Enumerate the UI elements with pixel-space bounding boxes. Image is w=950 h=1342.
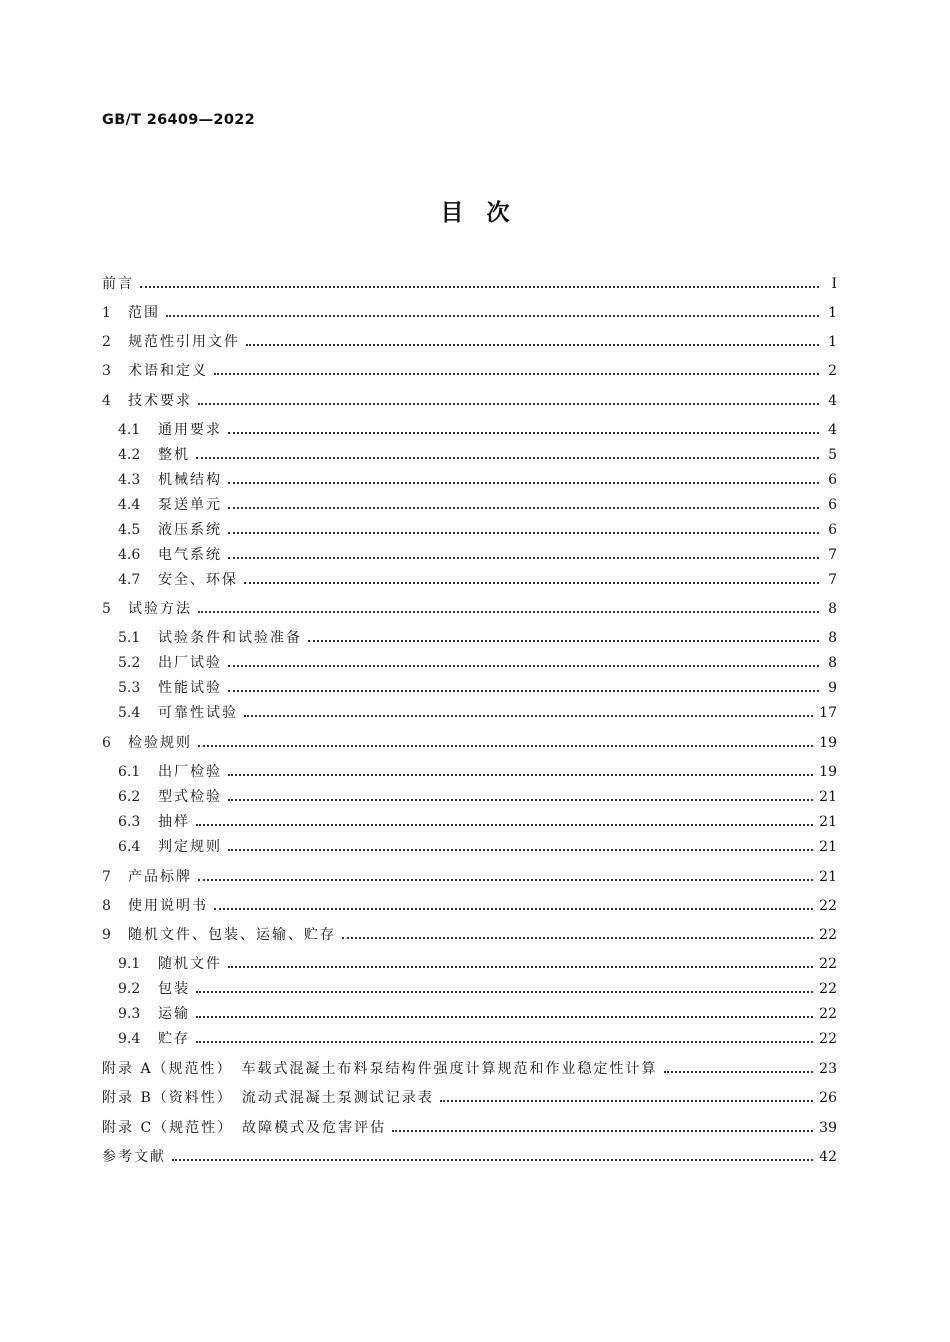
toc-entry-page: 6 [828, 472, 837, 488]
toc-entry-label: 安全、环保 [158, 572, 238, 588]
toc-entry-page: 8 [828, 655, 837, 671]
toc-entry-number: 6.4 [118, 839, 141, 855]
toc-entry-page: 8 [828, 630, 837, 646]
toc-entry[interactable] [102, 390, 837, 412]
toc-entry-number: 6 [102, 735, 111, 751]
toc-entry-label: 性能试验 [158, 680, 222, 696]
toc-entry[interactable] [118, 419, 837, 441]
toc-entry-number: 4.6 [118, 547, 141, 563]
toc-entry-number: 3 [102, 363, 111, 379]
toc-entry-label: 技术要求 [128, 393, 192, 409]
toc-entry-page: 42 [819, 1149, 837, 1165]
toc-entry-page: 22 [819, 1031, 837, 1047]
toc-entry[interactable] [102, 732, 837, 754]
toc-entry-page: 4 [828, 393, 837, 409]
toc-entry-page: 22 [819, 981, 837, 997]
dot-leader [228, 690, 819, 692]
toc-entry[interactable] [118, 652, 837, 674]
toc-entry-page: 21 [819, 839, 837, 855]
toc-entry[interactable] [118, 544, 837, 566]
toc-entry-number: 1 [102, 305, 111, 321]
toc-entry-number: 6.3 [118, 814, 141, 830]
toc-entry-number: 8 [102, 898, 111, 914]
toc-entry-label: 出厂检验 [158, 764, 222, 780]
dot-leader [244, 715, 813, 717]
toc-entry-label: 参考文献 [102, 1149, 166, 1165]
toc-entry-label: 附录 B（资料性） 流动式混凝土泵测试记录表 [102, 1090, 434, 1106]
toc-entry-page: 22 [819, 1006, 837, 1022]
toc-entry-label: 贮存 [158, 1031, 190, 1047]
toc-entry-number: 5.2 [118, 655, 141, 671]
toc-entry[interactable] [118, 1028, 837, 1050]
toc-entry-label: 判定规则 [158, 839, 222, 855]
toc-entry[interactable] [102, 273, 837, 295]
toc-entry-number: 4.4 [118, 497, 141, 513]
toc-entry-label: 出厂试验 [158, 655, 222, 671]
toc-entry-number: 4.7 [118, 572, 141, 588]
toc-entry-label: 通用要求 [158, 422, 222, 438]
toc-entry-label: 包装 [158, 981, 190, 997]
dot-leader [196, 457, 819, 459]
toc-entry-number: 5.3 [118, 680, 141, 696]
toc-entry[interactable] [102, 1058, 837, 1080]
dot-leader [228, 507, 819, 509]
toc-entry-page: 7 [828, 547, 837, 563]
toc-entry-page: 19 [819, 764, 837, 780]
toc-entry-page: 6 [828, 497, 837, 513]
toc-entry-number: 9 [102, 927, 111, 943]
toc-entry-number: 7 [102, 869, 111, 885]
toc-entry-number: 6.2 [118, 789, 141, 805]
dot-leader [196, 824, 813, 826]
dot-leader [228, 557, 819, 559]
dot-leader [392, 1130, 813, 1132]
dot-leader [196, 1016, 813, 1018]
toc-entry-number: 4.2 [118, 447, 141, 463]
toc-entry-page: 1 [828, 334, 837, 350]
toc-entry[interactable] [118, 677, 837, 699]
toc-entry[interactable] [102, 1117, 837, 1139]
toc-entry-label: 泵送单元 [158, 497, 222, 513]
page-title: 目 次 [440, 199, 510, 226]
toc-entry[interactable] [118, 761, 837, 783]
dot-leader [228, 665, 819, 667]
dot-leader [196, 1041, 813, 1043]
toc-entry-page: 5 [828, 447, 837, 463]
toc-entry[interactable] [102, 866, 837, 888]
dot-leader [244, 582, 819, 584]
dot-leader [228, 966, 813, 968]
toc-entry-page: 22 [819, 927, 837, 943]
toc-entry-page: Ⅰ [831, 276, 837, 292]
standard-code: GB/T 26409—2022 [102, 112, 255, 128]
toc-entry-page: 2 [828, 363, 837, 379]
toc-entry-page: 4 [828, 422, 837, 438]
toc-entry[interactable] [118, 627, 837, 649]
dot-leader [228, 849, 813, 851]
toc-entry[interactable] [102, 924, 837, 946]
dot-leader [342, 937, 813, 939]
toc-entry-number: 5.4 [118, 705, 141, 721]
toc-entry-label: 产品标牌 [128, 869, 192, 885]
toc-entry-label: 随机文件、包装、运输、贮存 [128, 927, 336, 943]
dot-leader [228, 432, 819, 434]
toc-entry-label: 抽样 [158, 814, 190, 830]
toc-entry-page: 17 [819, 705, 837, 721]
dot-leader [198, 879, 813, 881]
toc-entry[interactable] [118, 569, 837, 591]
toc-entry-page: 7 [828, 572, 837, 588]
dot-leader [246, 344, 819, 346]
toc-entry-label: 检验规则 [128, 735, 192, 751]
dot-leader [228, 774, 813, 776]
toc-entry-number: 4 [102, 393, 111, 409]
toc-entry-number: 9.2 [118, 981, 141, 997]
toc-entry-label: 运输 [158, 1006, 190, 1022]
toc-entry-number: 6.1 [118, 764, 141, 780]
toc-entry-page: 26 [819, 1090, 837, 1106]
toc-entry-page: 9 [828, 680, 837, 696]
toc-entry-number: 5.1 [118, 630, 141, 646]
toc-entry[interactable] [118, 444, 837, 466]
toc-entry[interactable] [102, 331, 837, 353]
toc-entry-label: 机械结构 [158, 472, 222, 488]
toc-entry-number: 4.3 [118, 472, 141, 488]
toc-entry[interactable] [118, 469, 837, 491]
dot-leader [228, 799, 813, 801]
dot-leader [196, 991, 813, 993]
toc-entry-label: 随机文件 [158, 956, 222, 972]
toc-entry-label: 型式检验 [158, 789, 222, 805]
toc-entry-label: 规范性引用文件 [128, 334, 240, 350]
toc-entry-label: 整机 [158, 447, 190, 463]
toc-entry-label: 前言 [102, 276, 134, 292]
toc-entry-label: 附录 A（规范性） 车载式混凝土布料泵结构件强度计算规范和作业稳定性计算 [102, 1061, 658, 1077]
toc-entry[interactable] [102, 1087, 837, 1109]
toc-entry[interactable] [102, 598, 837, 620]
toc-entry-page: 22 [819, 898, 837, 914]
dot-leader [228, 532, 819, 534]
toc-entry-label: 试验条件和试验准备 [158, 630, 302, 646]
toc-entry[interactable] [118, 519, 837, 541]
toc-entry[interactable] [102, 1146, 837, 1168]
toc-entry-number: 9.1 [118, 956, 141, 972]
dot-leader [198, 611, 819, 613]
toc-entry-label: 附录 C（规范性） 故障模式及危害评估 [102, 1120, 387, 1136]
toc-entry-number: 2 [102, 334, 111, 350]
toc-entry[interactable] [118, 978, 837, 1000]
toc-entry-page: 19 [819, 735, 837, 751]
toc-entry-page: 8 [828, 601, 837, 617]
toc-entry-label: 电气系统 [158, 547, 222, 563]
toc-entry-number: 4.5 [118, 522, 141, 538]
toc-entry-page: 6 [828, 522, 837, 538]
toc-entry[interactable] [118, 811, 837, 833]
toc-entry-page: 1 [828, 305, 837, 321]
toc-entry-label: 使用说明书 [128, 898, 208, 914]
toc-entry-label: 术语和定义 [128, 363, 208, 379]
toc-entry-page: 21 [819, 869, 837, 885]
toc-entry-page: 23 [819, 1061, 837, 1077]
dot-leader [664, 1071, 814, 1073]
dot-leader [228, 482, 819, 484]
dot-leader [198, 403, 819, 405]
toc-entry-number: 5 [102, 601, 111, 617]
toc-entry-page: 22 [819, 956, 837, 972]
toc-entry-label: 范围 [128, 305, 160, 321]
toc-entry[interactable] [118, 953, 837, 975]
toc-entry-label: 试验方法 [128, 601, 192, 617]
toc-entry[interactable] [118, 786, 837, 808]
toc-entry-page: 21 [819, 789, 837, 805]
toc-entry-number: 9.3 [118, 1006, 141, 1022]
dot-leader [172, 1159, 813, 1161]
toc-entry[interactable] [102, 895, 837, 917]
toc-entry-label: 可靠性试验 [158, 705, 238, 721]
toc-entry-page: 39 [819, 1120, 837, 1136]
dot-leader [140, 286, 819, 288]
dot-leader [308, 640, 819, 642]
toc-entry[interactable] [118, 836, 837, 858]
toc-entry-number: 9.4 [118, 1031, 141, 1047]
dot-leader [214, 908, 813, 910]
toc-entry[interactable] [118, 702, 837, 724]
toc-entry-number: 4.1 [118, 422, 141, 438]
dot-leader [440, 1100, 813, 1102]
dot-leader [166, 315, 819, 317]
toc-entry-page: 21 [819, 814, 837, 830]
toc-entry[interactable] [118, 494, 837, 516]
dot-leader [214, 373, 819, 375]
dot-leader [198, 745, 813, 747]
toc-entry[interactable] [102, 302, 837, 324]
toc-entry-label: 液压系统 [158, 522, 222, 538]
toc-entry[interactable] [102, 360, 837, 382]
toc-entry[interactable] [118, 1003, 837, 1025]
